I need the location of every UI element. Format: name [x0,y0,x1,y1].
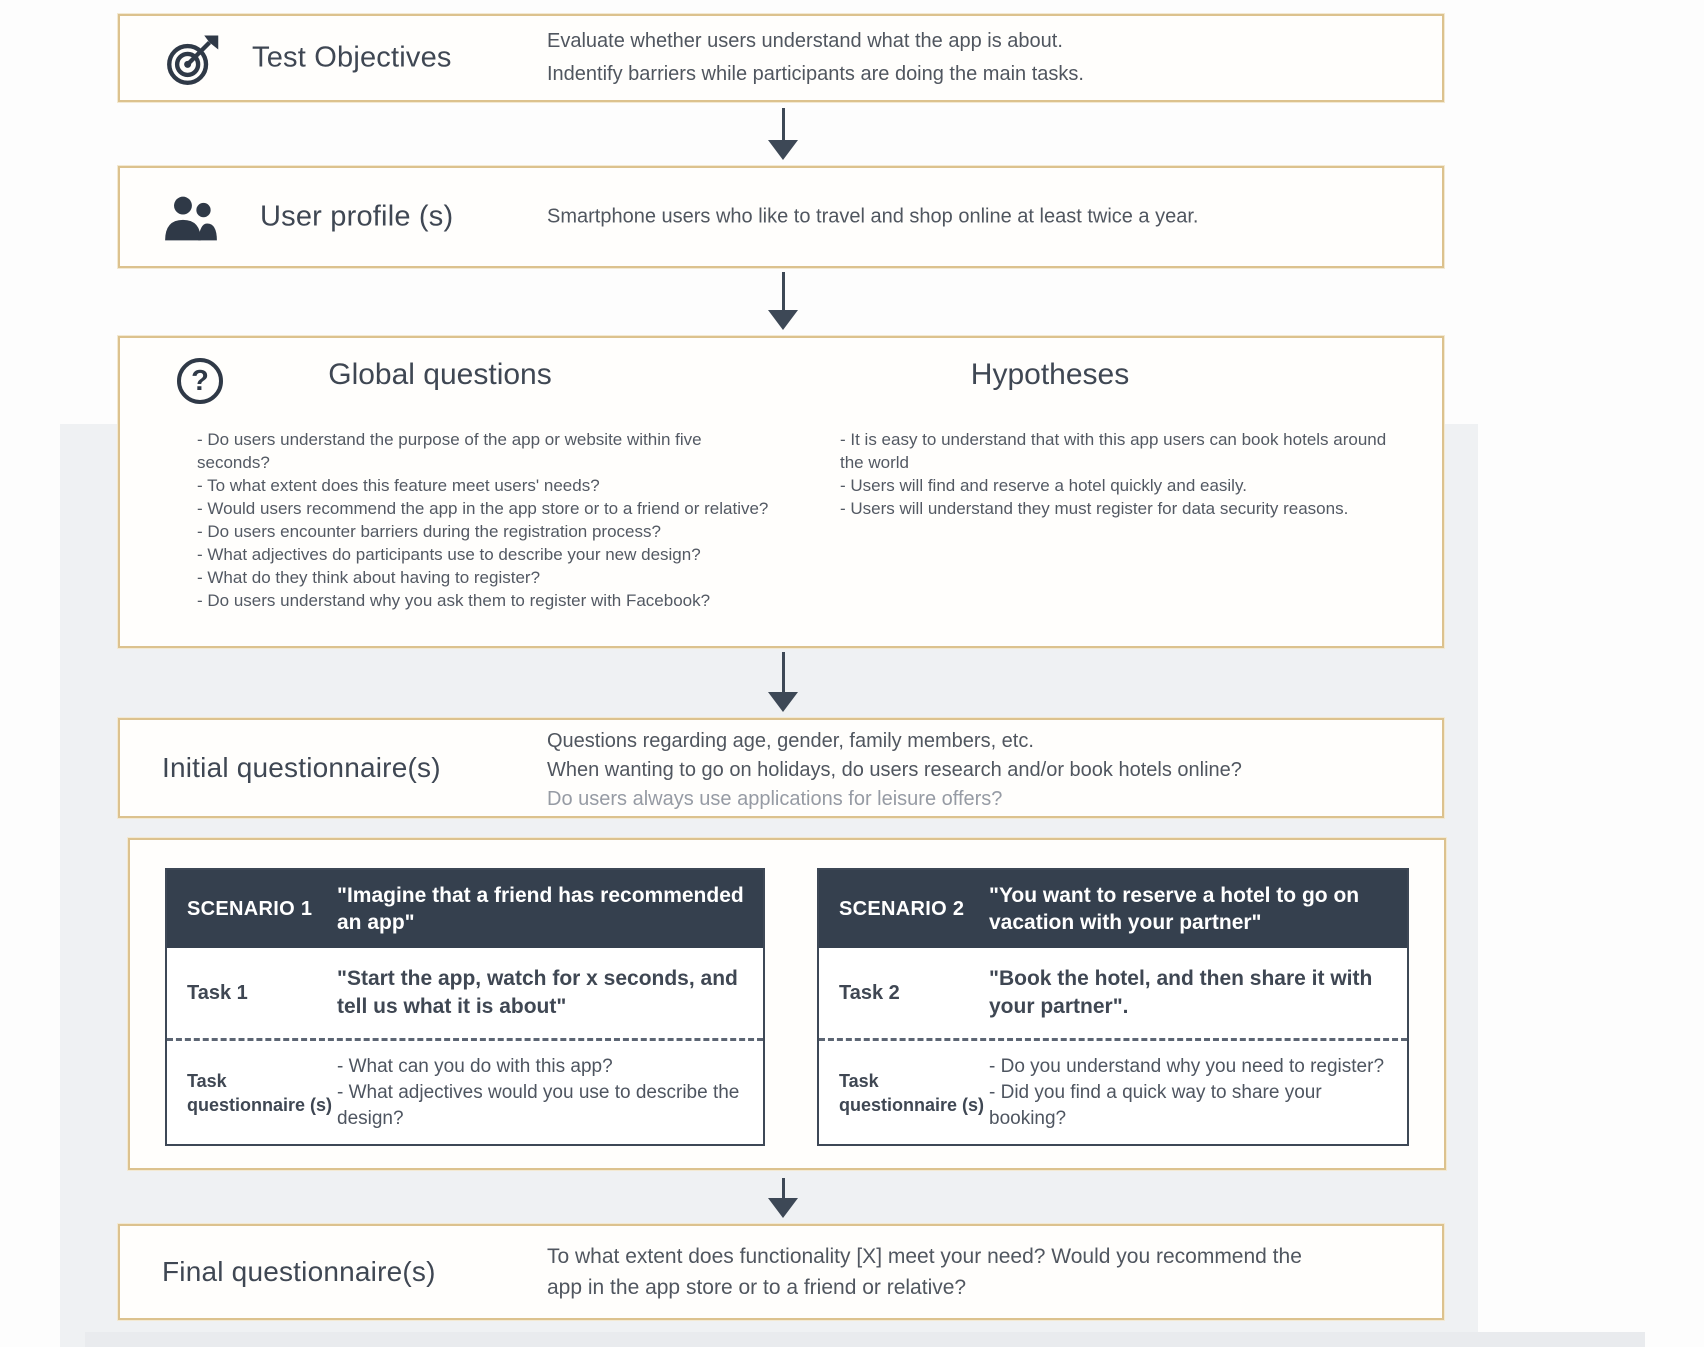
scenario-2-task-row [819,948,1407,1038]
target-icon [164,32,220,93]
final-questionnaire-box [118,1224,1444,1320]
flow-arrow-down-icon [768,108,798,160]
questionnaire-item: - Do you understand why you need to register? [989,1055,1385,1077]
questionnaire-item: - What can you do with this app? [337,1055,613,1077]
scenario-2-label: SCENARIO 2 [839,897,965,920]
final-questionnaire-title: Final questionnaire(s) [162,1256,436,1287]
global-questions-title: Global questions [328,358,552,391]
global-question-item: - To what extent does this feature meet users' needs? [197,476,600,495]
hypothesis-item: - Users will find and reserve a hotel quickly and easily. [840,476,1247,495]
hypothesis-item: - It is easy to understand that with this app users can book hotels around the world [840,430,1387,472]
task-questionnaire-label: Task questionnaire (s) [839,1070,985,1115]
scenario-2-header [819,870,1407,948]
flow-arrow-down-icon [768,272,798,330]
test-objectives-line: Evaluate whether users understand what the app is about. [547,30,1063,52]
users-icon [162,194,220,249]
hypotheses-list [840,428,1405,520]
task-2-label: Task 2 [839,981,900,1004]
questions-hypotheses-box [118,336,1444,648]
task-1-text: "Start the app, watch for x seconds, and tell us what it is about" [337,967,738,1018]
initial-questionnaire-box [118,718,1444,818]
user-profiles-title: User profile (s) [260,200,454,233]
global-question-item: - What adjectives do participants use to describe your new design? [197,545,701,564]
question-glyph: ? [191,364,209,397]
task-questionnaire-items [989,1054,1407,1132]
task-questionnaire-label: Task questionnaire (s) [187,1070,333,1115]
global-question-item: - Do users understand why you ask them to register with Facebook? [197,591,711,610]
scenario-2-table [817,868,1409,1146]
scenario-2-quote: "You want to reserve a hotel to go on vacation with your partner" [989,884,1360,934]
question-icon [177,358,223,404]
flow-arrow-down-icon [768,652,798,712]
task-1-label: Task 1 [187,981,248,1004]
questionnaire-item: - Did you find a quick way to share your booking? [989,1081,1322,1129]
scenario-1-header [167,870,763,948]
scenario-1-task-row [167,948,763,1038]
scenario-2-questionnaire-row [819,1041,1407,1144]
test-objectives-title: Test Objectives [252,41,452,74]
global-questions-list [197,428,775,612]
scenario-1-label: SCENARIO 1 [187,897,313,920]
scenario-1-quote: "Imagine that a friend has recommended an app" [337,884,744,934]
initial-questionnaire-text [547,727,1427,814]
user-profiles-box [118,166,1444,268]
test-objectives-line: Indentify barriers while participants are doing the main tasks. [547,63,1084,85]
test-objectives-text [547,25,1084,91]
final-questionnaire-text: To what extent does functionality [X] meet your need? Would you recommend the app in the app store or to a friend or relative? [547,1245,1302,1299]
task-questionnaire-items [337,1054,763,1132]
initial-questionnaire-muted-line: Do users always use applications for leisure offers? [547,788,1003,810]
global-question-item: - Do users understand the purpose of the app or website within five seconds? [197,430,702,472]
global-question-item: - What do they think about having to register? [197,568,541,587]
bottom-gray-strip [85,1332,1645,1347]
flow-arrow-down-icon [768,1178,798,1218]
questionnaire-item: - What adjectives would you use to describe the design? [337,1081,740,1129]
hypothesis-item: - Users will understand they must register for data security reasons. [840,499,1349,518]
test-objectives-box [118,14,1444,102]
initial-questionnaire-line: When wanting to go on holidays, do users research and/or book hotels online? [547,759,1242,781]
hypotheses-title: Hypotheses [970,358,1130,391]
scenario-1-questionnaire-row [167,1041,763,1144]
initial-questionnaire-title: Initial questionnaire(s) [162,752,441,783]
scenarios-box [128,838,1446,1170]
user-profiles-description: Smartphone users who like to travel and shop online at least twice a year. [547,205,1199,228]
initial-questionnaire-line: Questions regarding age, gender, family members, etc. [547,730,1034,752]
global-question-item: - Do users encounter barriers during the registration process? [197,522,661,541]
global-question-item: - Would users recommend the app in the app store or to a friend or relative? [197,499,769,518]
task-2-text: "Book the hotel, and then share it with your partner". [989,967,1373,1018]
scenario-1-table [165,868,765,1146]
